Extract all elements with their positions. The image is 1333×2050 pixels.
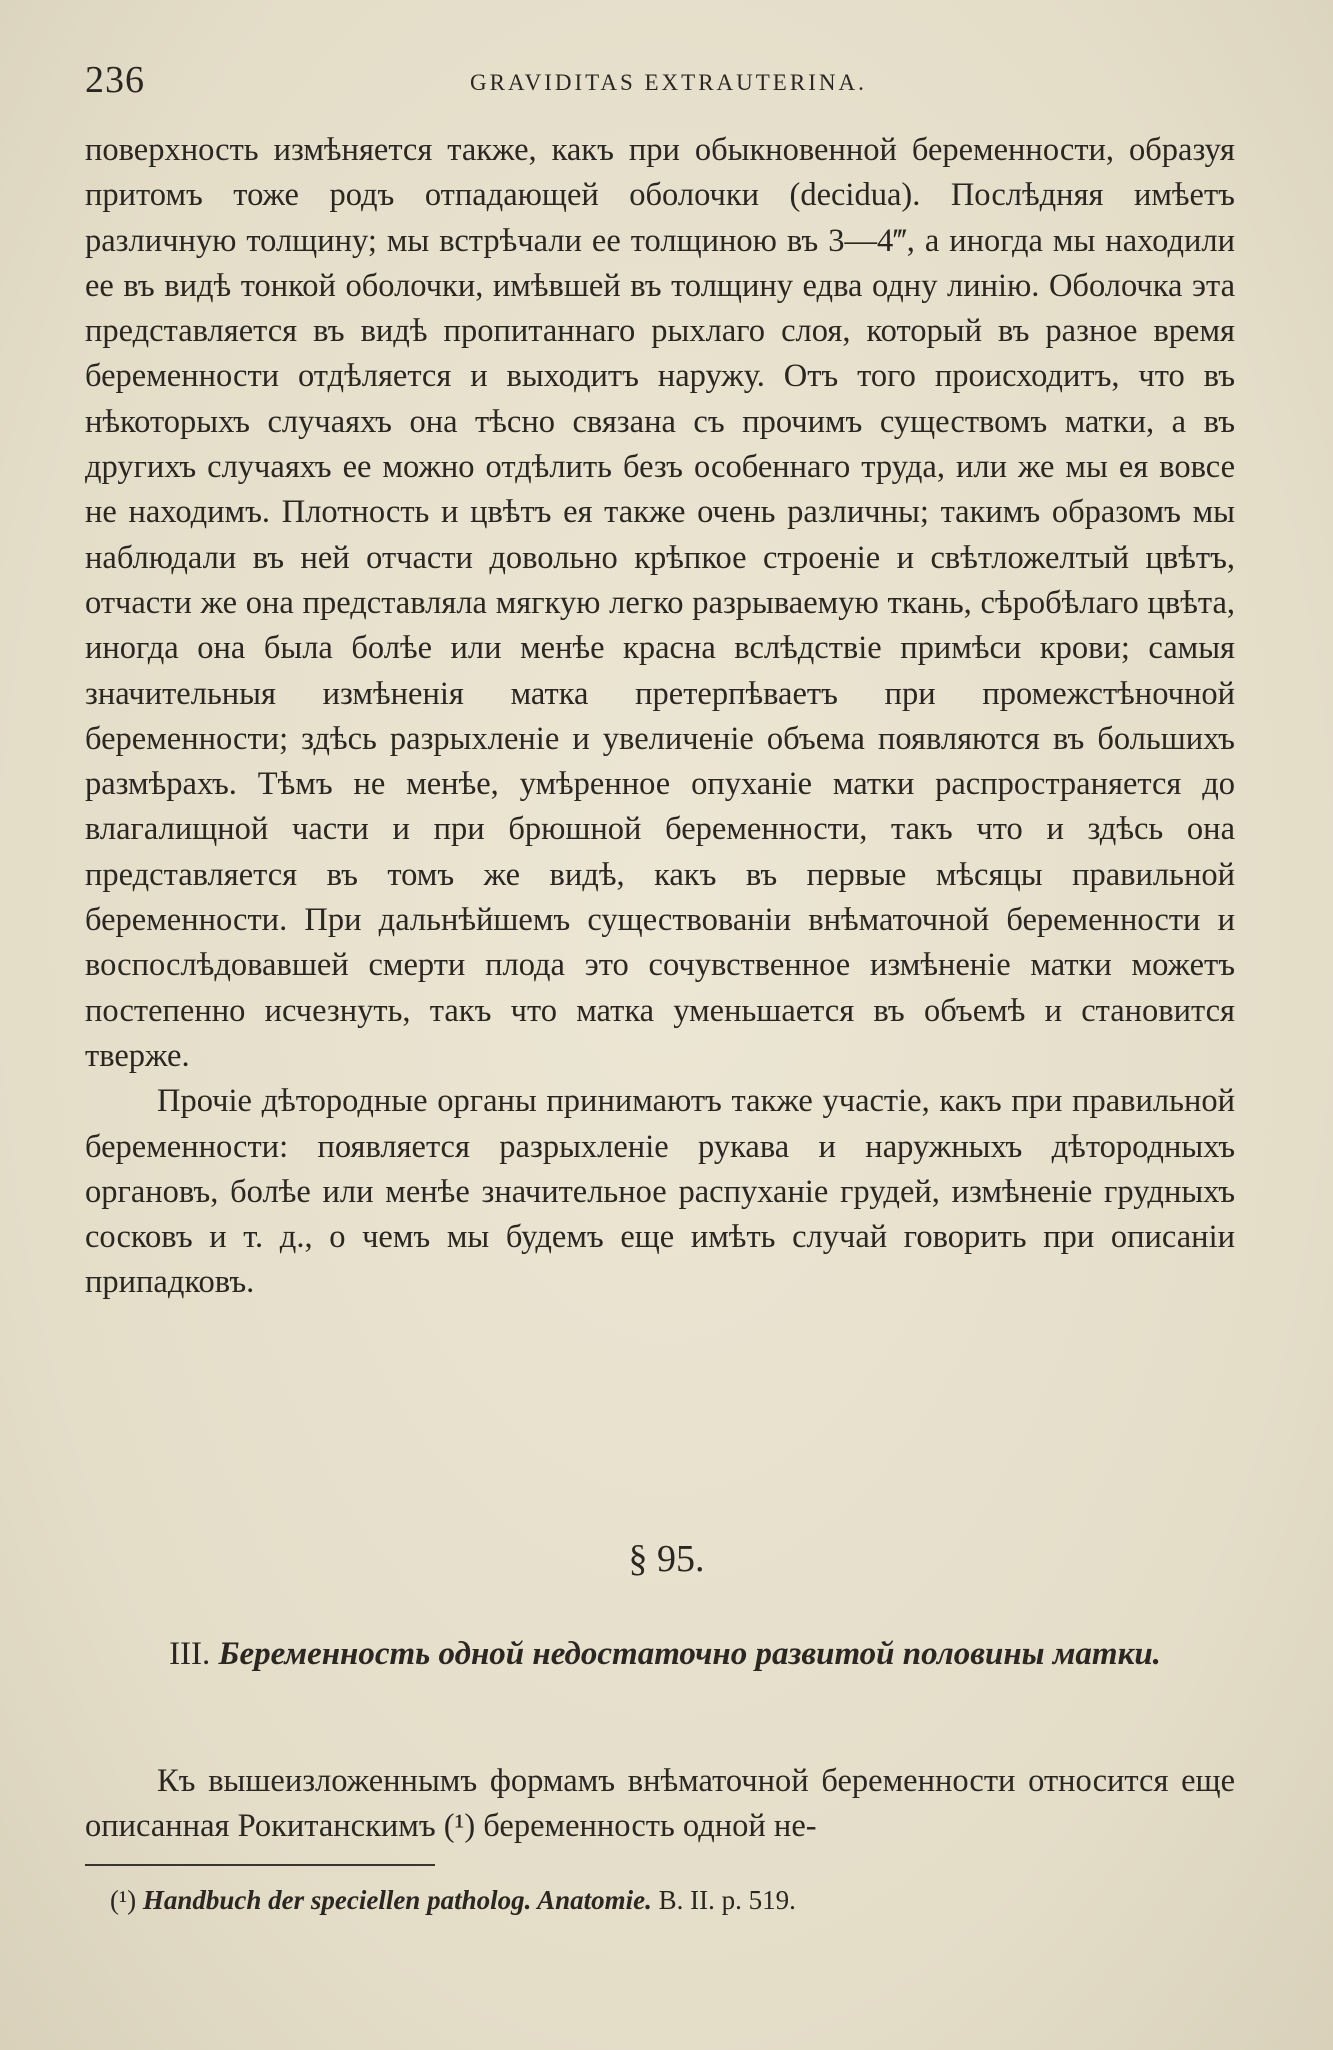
footnote-source: Handbuch der speciellen patholog. Anatomie.	[142, 1885, 652, 1915]
paragraph-continued: поверхность измѣняется также, какъ при обыкновенной беременности, образуя притомъ тоже родъ отпадающей оболочки (decidua). Послѣдняя имѣетъ различную толщину; мы встрѣчали ее толщиною въ 3—4‴, а иногда мы находили ее въ видѣ тонкой оболочки, имѣвшей въ толщину едва одну линію. Оболочка эта представляется въ видѣ пропитаннаго рыхлаго слоя, который въ разное время беременности отдѣляется и выходитъ наружу. Отъ того происходитъ, что въ нѣкоторыхъ случаяхъ она тѣсно связана съ прочимъ существомъ матки, а въ другихъ случаяхъ ее можно отдѣлить безъ особеннаго труда, или же мы ея вовсе не находимъ. Плотность и цвѣтъ ея также очень различны; такимъ образомъ мы наблюдали въ ней отчасти довольно крѣпкое строеніе и свѣтложелтый цвѣтъ, отчасти же она представляла мягкую легко разрываемую ткань, сѣробѣлаго цвѣта, иногда она была болѣе или менѣе красна вслѣдствіе примѣси крови; самыя значительныя измѣненія матка претерпѣваетъ при промежстѣночной беременности; здѣсь разрыхленіе и увеличеніе объема появляются въ большихъ размѣрахъ. Тѣмъ не менѣе, умѣренное опуханіе матки распространяется до влагалищной части и при брюшной беременности, такъ что и здѣсь она представляется въ томъ же видѣ, какъ въ первые мѣсяцы правильной беременности. При дальнѣйшемъ существованіи внѣматочной беременности и воспослѣдовавшей смерти плода это сочувственное измѣненіе матки можетъ постепенно исчезнуть, такъ что матка уменьшается въ объемѣ и становится тверже.	[85, 132, 1235, 1074]
section-roman-numeral: III.	[169, 1636, 211, 1672]
paragraph: Къ вышеизложеннымъ формамъ внѣматочной беременности относится еще описанная Рокитанскимъ (¹) беременность одной не-	[85, 1763, 1235, 1845]
section-text	[85, 1759, 1235, 1850]
page-number: 236	[85, 59, 145, 101]
footnote-rule	[85, 1864, 435, 1866]
section-number: § 95.	[628, 1538, 705, 1580]
footnote-reference: B. II. p. 519.	[658, 1885, 796, 1915]
running-head: GRAVIDITAS EXTRAUTERINA.	[470, 70, 867, 95]
section-heading	[110, 1632, 1220, 1676]
footnote-marker: (¹)	[110, 1885, 137, 1915]
main-text	[85, 128, 1235, 1306]
section-title: Беременность одной недостаточно развитой половины матки.	[218, 1636, 1161, 1672]
footnote	[110, 1885, 796, 1916]
paragraph: Прочіе дѣтородные органы принимаютъ также участіе, какъ при правильной беременности: появляется разрыхленіе рукава и наружныхъ дѣтородныхъ органовъ, болѣе или менѣе значительное распуханіе грудей, измѣненіе грудныхъ сосковъ и т. д., о чемъ мы будемъ еще имѣть случай говорить при описаніи припадковъ.	[85, 1083, 1235, 1301]
page-header	[85, 58, 1233, 108]
